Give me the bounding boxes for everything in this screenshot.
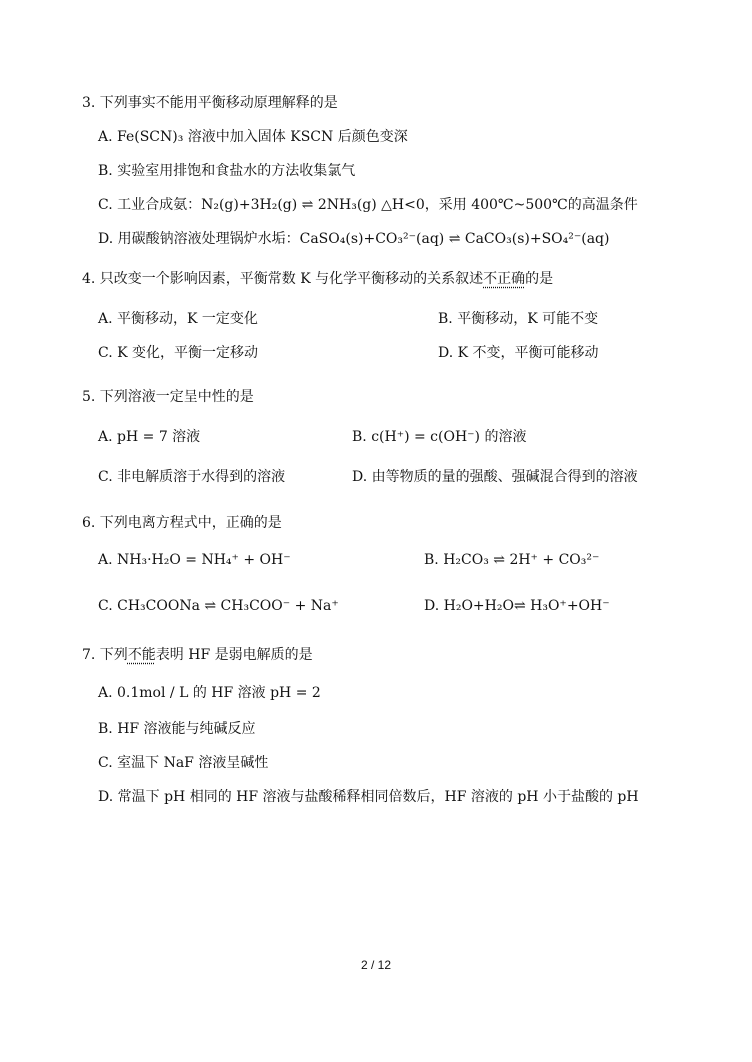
q3-option-c: C. 工业合成氨：N₂(g)+3H₂(g) ⇌ 2NH₃(g) △H<0，采用 400℃~500℃的高温条件 (98, 197, 638, 213)
q7-option-a: A. 0.1mol / L 的 HF 溶液 pH = 2 (98, 685, 321, 701)
q3-option-b: B. 实验室用排饱和食盐水的方法收集氯气 (98, 163, 356, 179)
page-number: 2 / 12 (360, 958, 392, 972)
q7-option-d: D. 常温下 pH 相同的 HF 溶液与盐酸稀释相同倍数后，HF 溶液的 pH 小于盐酸的 pH (98, 789, 639, 805)
q6-option-d: D. H₂O+H₂O⇌ H₃O⁺+OH⁻ (424, 598, 610, 614)
q4-option-c: C. K 变化，平衡一定移动 (98, 345, 259, 361)
q4-option-d: D. K 不变，平衡可能移动 (438, 345, 599, 361)
q5-option-a: A. pH = 7 溶液 (98, 429, 201, 445)
q3-stem: 3. 下列事实不能用平衡移动原理解释的是 (82, 95, 338, 111)
q7-stem (82, 644, 313, 664)
q7-stem-post: 表明 HF 是弱电解质的是 (155, 647, 313, 663)
q6-option-c: C. CH₃COONa ⇌ CH₃COO⁻ + Na⁺ (98, 598, 339, 614)
q6-option-a: A. NH₃·H₂O = NH₄⁺ + OH⁻ (98, 552, 291, 568)
q6-stem: 6. 下列电离方程式中，正确的是 (82, 515, 282, 531)
q7-option-b: B. HF 溶液能与纯碱反应 (98, 721, 256, 737)
q3-option-d: D. 用碳酸钠溶液处理锅炉水垢：CaSO₄(s)+CO₃²⁻(aq) ⇌ CaCO₃(s)+SO₄²⁻(aq) (98, 231, 610, 247)
q4-stem-post: 的是 (525, 271, 554, 287)
q5-option-c: C. 非电解质溶于水得到的溶液 (98, 469, 286, 485)
q6-option-b: B. H₂CO₃ ⇌ 2H⁺ + CO₃²⁻ (424, 552, 600, 568)
q7-option-c: C. 室温下 NaF 溶液呈碱性 (98, 755, 269, 771)
q4-stem-pre: 4. 只改变一个影响因素，平衡常数 K 与化学平衡移动的关系叙述 (82, 271, 484, 287)
q7-stem-emphasis: 不能 (127, 647, 156, 663)
q4-stem-emphasis: 不正确 (483, 271, 526, 287)
q4-stem (82, 268, 553, 288)
q4-option-b: B. 平衡移动，K 可能不变 (438, 311, 599, 327)
q3-option-a: A. Fe(SCN)₃ 溶液中加入固体 KSCN 后颜色变深 (98, 129, 408, 145)
q7-stem-pre: 7. 下列 (82, 647, 128, 663)
q4-option-a: A. 平衡移动，K 一定变化 (98, 311, 258, 327)
q5-stem: 5. 下列溶液一定呈中性的是 (82, 389, 254, 405)
q5-option-b: B. c(H⁺) = c(OH⁻) 的溶液 (352, 429, 527, 445)
q5-option-d: D. 由等物质的量的强酸、强碱混合得到的溶液 (352, 469, 638, 485)
